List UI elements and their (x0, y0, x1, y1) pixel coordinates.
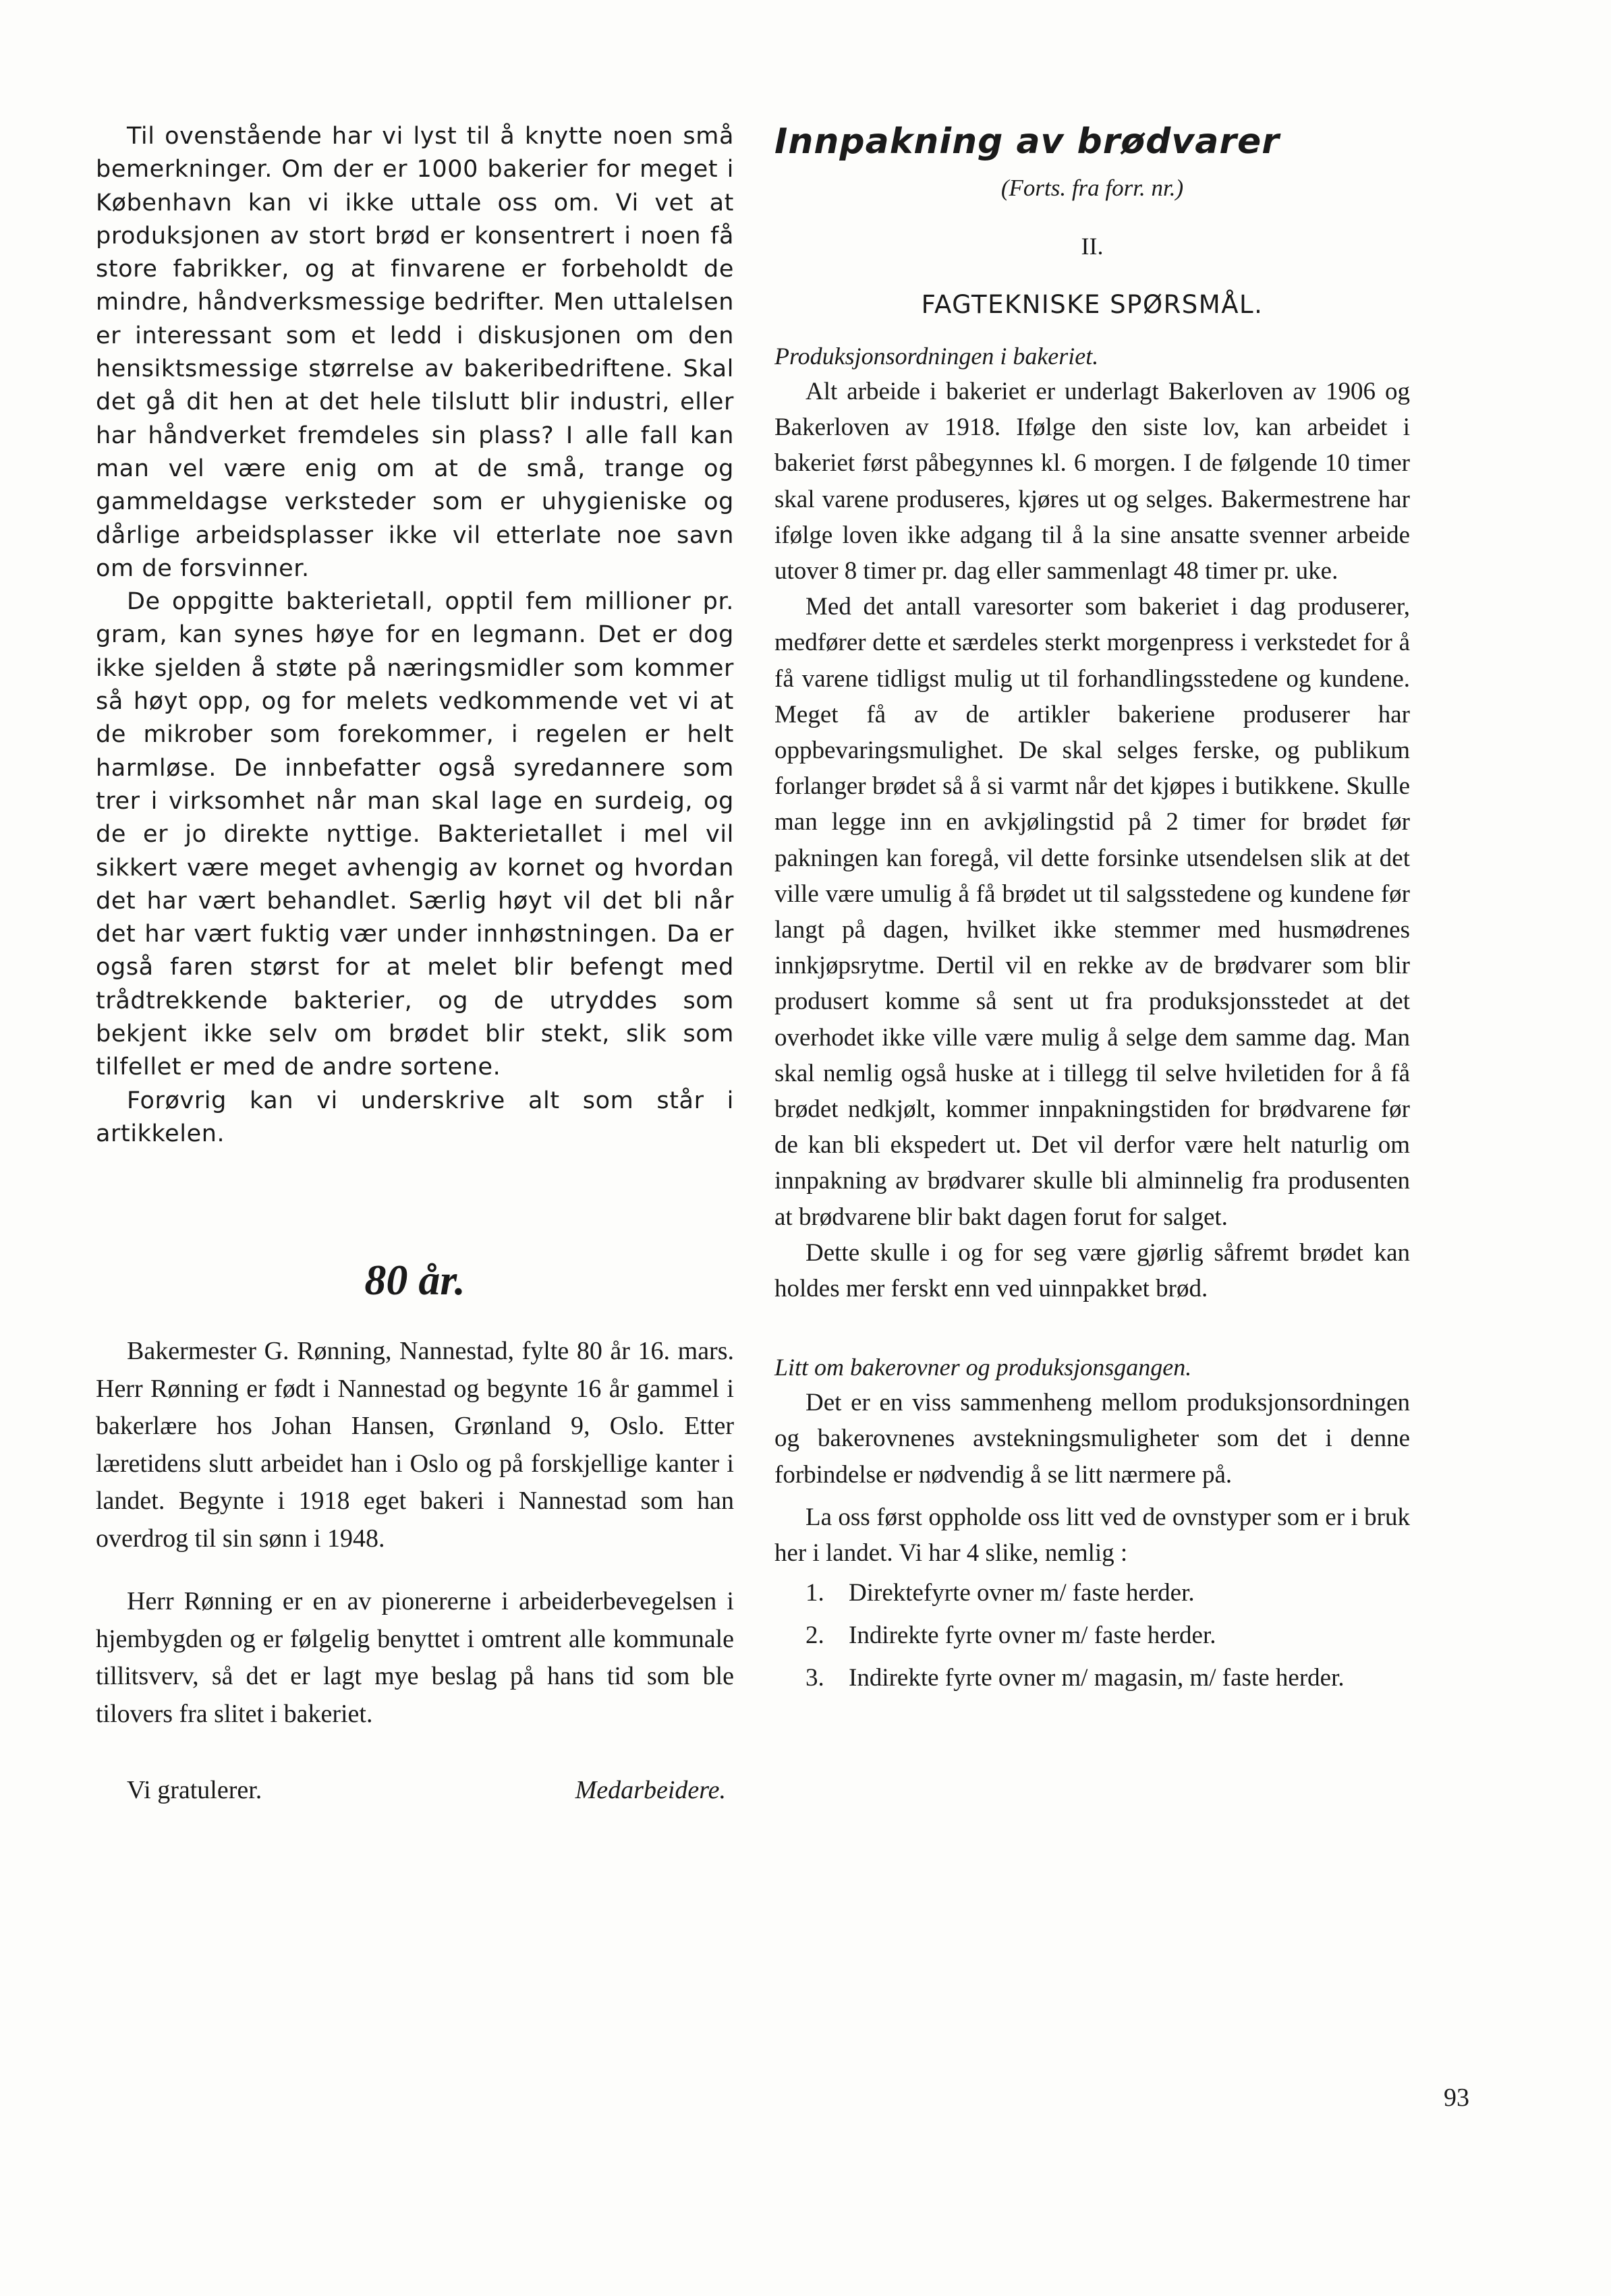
list-item (774, 1617, 1410, 1653)
birthday-paragraph-1: Bakermester G. Rønning, Nannestad, fylte 80 år 16. mars. Herr Rønning er født i Nannestad og begynte 16 år gammel i bakerlære hos Johan Hansen, Grønland 9, Oslo. Etter læretidens slutt arbeidet han i Oslo og på forskjellige kanter i landet. Begynte i 1918 eget bakeri i Nannestad som han overdrog til sin sønn i 1948. (96, 1337, 734, 1553)
article-title: Innpakning av brødvarer (774, 121, 1280, 162)
list-item-number: 1. (806, 1579, 824, 1607)
list-item-number: 2. (806, 1621, 824, 1650)
comment-paragraph-2: De oppgitte bakterietall, opptil fem millioner pr. gram, kan synes høye for en legmann. Det er dog ikke sjelden å støte på næringsmidler som kommer så høyt opp, og for melets vedkommende vet vi at de mikrober som forekommer, i regelen er helt harmløse. De innbefatter også syredannere som trer i virksomhet når man skal lage en surdeig, og de er jo direkte nyttige. Bakterietallet i mel vil sikkert være meget avhengig av kornet og hvordan det har vært behandlet. Særlig høyt vil det bli når det har vært fuktig vær under innhøstningen. Da er også faren størst for at melet blir befengt med trådtrekkende bakterier, og de utryddes som bekjent ikke selv om brødet blir stekt, slik som tilfellet er med de andre sortene. (96, 588, 734, 1081)
page-number: 93 (1444, 2084, 1469, 2112)
list-item-text: Indirekte fyrte ovner m/ magasin, m/ faste herder. (849, 1664, 1345, 1692)
production-paragraph-3: Dette skulle i og for seg være gjørlig såfremt brødet kan holdes mer ferskt enn ved uinnpakket brød. (774, 1238, 1410, 1303)
subsection-heading-ovens: Litt om bakerovner og produksjonsgangen. (774, 1354, 1192, 1381)
section-title: FAGTEKNISKE SPØRSMÅL. (921, 290, 1264, 319)
list-item (774, 1575, 1410, 1611)
signature-row (96, 1772, 734, 1809)
birthday-paragraph-2: Herr Rønning er en av pionererne i arbeiderbevegelsen i hjembygden og er følgelig benyttet i omtrent alle kommunale tillitsverv, så det er lagt mye beslag på hans tid som ble tilovers fra slitet i bakeriet. (96, 1587, 734, 1728)
greeting: Vi gratulerer. (127, 1776, 262, 1805)
production-paragraph-1: Alt arbeide i bakeriet er underlagt Bakerloven av 1906 og Bakerloven av 1918. Ifølge den siste lov, kan arbeidet i bakeriet først påbegynnes kl. 6 morgen. I de følgende 10 timer skal varene produseres, kjøres ut og selges. Bakermestrene har ifølge loven ikke adgang til å la sine ansatte svenner arbeide utover 8 timer pr. dag eller sammenlagt 48 timer pr. uke. (774, 378, 1410, 585)
comment-paragraph-3: Forøvrig kan vi underskrive alt som står i artikkelen. (96, 1087, 734, 1147)
oven-type-list (774, 1575, 1410, 1696)
list-item-text: Direktefyrte ovner m/ faste herder. (849, 1579, 1195, 1607)
comment-paragraph-1: Til ovenstående har vi lyst til å knytte noen små bemerkninger. Om der er 1000 bakerier for meget i København kan vi ikke uttale oss om. Vi vet at produksjonen av stort brød er konsentrert i noen få store fabrikker, og at finvarene er forbeholdt de mindre, håndverksmessige bedrifter. Men uttalelsen er interessant som et ledd i diskusjonen om den hensiktsmessige størrelse av bakeribedriftene. Skal det gå dit hen at det hele tilslutt blir industri, eller har håndverket fremdeles sin plass? I alle fall kan man vel være enig om at de små, trange og gammeldagse verksteder som er uhygieniske og dårlige arbeidsplasser ikke vil etterlate noe savn om de forsvinner. (96, 123, 734, 582)
right-column (774, 120, 1410, 1702)
part-number: II. (1081, 233, 1104, 260)
signature: Medarbeidere. (575, 1776, 726, 1805)
ovens-paragraph-1: Det er en viss sammenheng mellom produksjonsordningen og bakerovnenes avstekningsmuligheter som det i denne forbindelse er nødvendig å se litt nærmere på. (774, 1389, 1410, 1489)
production-paragraph-2: Med det antall varesorter som bakeriet i dag produserer, medfører dette et særdeles sterkt morgenpress i verkstedet for å få varene tidligst mulig ut til forhandlingsstedene og kundene. Meget få av de artikler bakeriene produserer har oppbevaringsmulighet. De skal selges ferske, og publikum forlanger brødet så å si varmt når det kjøpes i butikkene. Skulle man legge inn en avkjølingstid på 2 timer for brødet før pakningen kan foregå, vil dette forsinke utsendelsen slik at det ville være umulig å få brødet ut til salgsstedene og kundene før langt på dagen, hvilket ikke stemmer med husmødrenes innkjøpsrytme. Dertil vil en rekke av de brødvarer som blir produsert komme så sent ut fra produksjonsstedet at det overhodet ikke ville være mulig å selge dem samme dag. Man skal nemlig også huske at i tillegg til selve hviletiden for å få brødet nedkjølt, kommer innpakningstiden for brødvarene før de kan bli ekspedert ut. Det vil derfor være helt naturlig om innpakning av brødvarer skulle bli alminnelig fra produsenten at brødvarene blir bakt dagen forut for salget. (774, 593, 1410, 1231)
list-item-text: Indirekte fyrte ovner m/ faste herder. (849, 1621, 1216, 1650)
ovens-paragraph-2: La oss først oppholde oss litt ved de ovnstyper som er i bruk her i landet. Vi har 4 slike, nemlig : (774, 1503, 1410, 1568)
subsection-heading-production: Produksjonsordningen i bakeriet. (774, 343, 1099, 370)
list-item-number: 3. (806, 1664, 824, 1692)
left-column (96, 120, 734, 1809)
list-item (774, 1660, 1410, 1696)
continuation-note: (Forts. fra forr. nr.) (1000, 175, 1184, 201)
birthday-heading: 80 år. (364, 1256, 465, 1304)
